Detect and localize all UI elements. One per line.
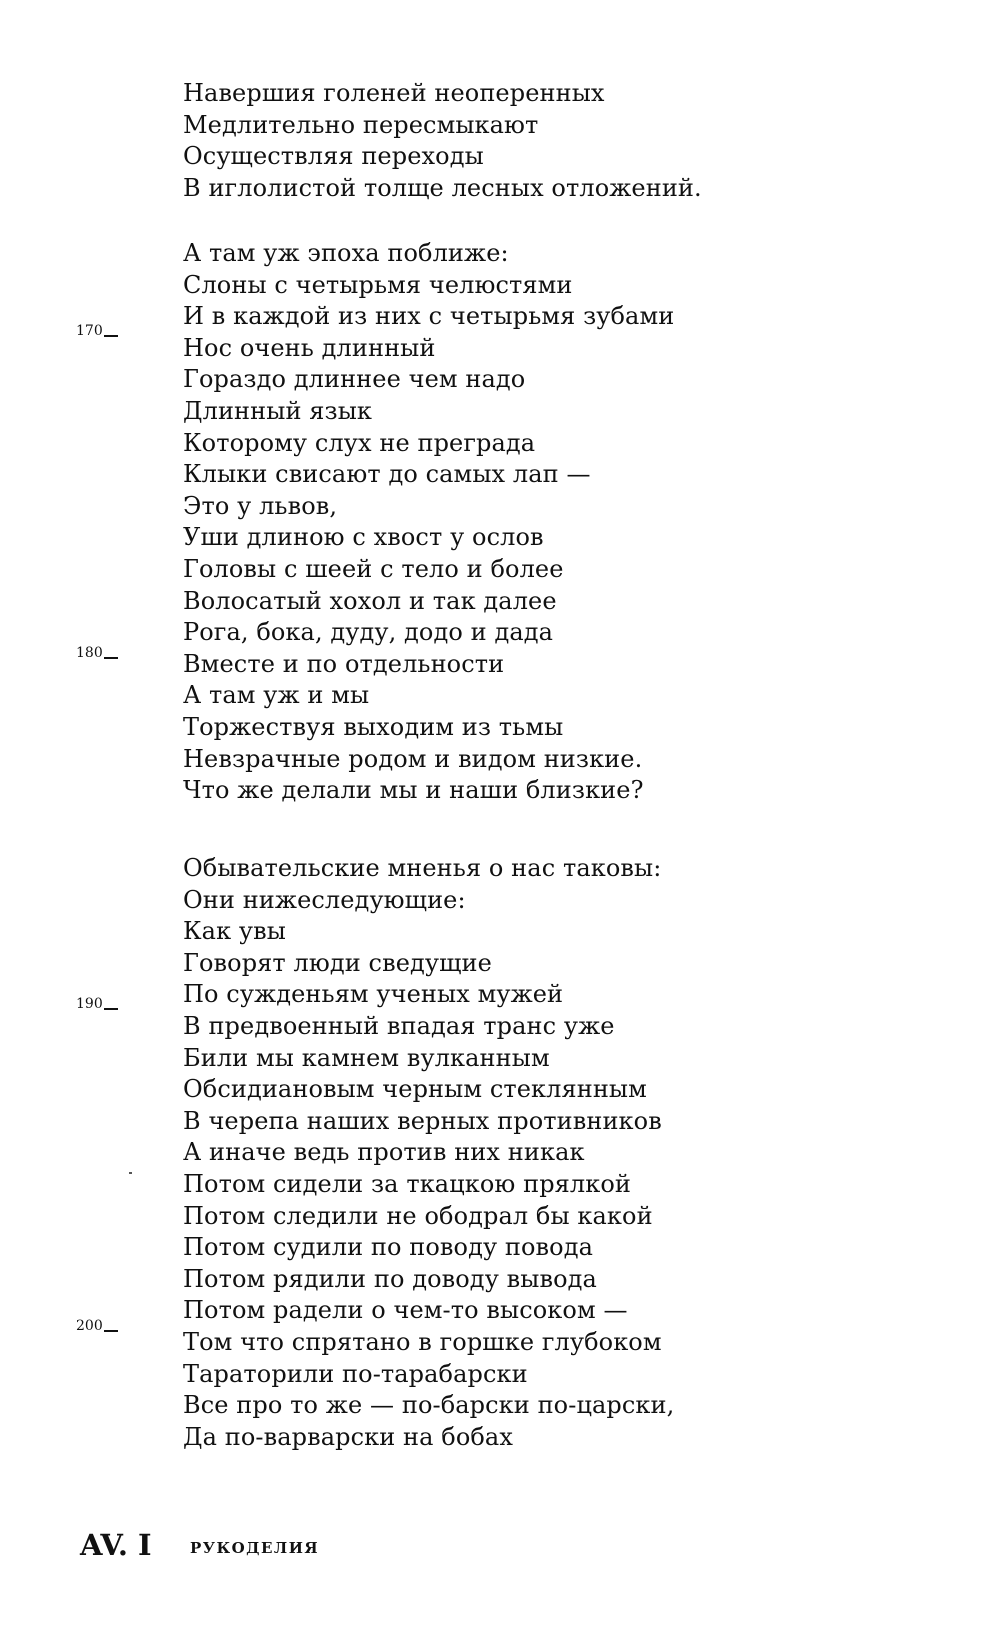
poem-line: Невзрачные родом и видом низкие. — [183, 744, 643, 773]
poem-line: Потом судили по поводу повода — [183, 1233, 594, 1262]
poem-line: Это у львов, — [183, 491, 338, 520]
poem-line: По сужденьям ученых мужей — [183, 980, 564, 1009]
poem-line: Рога, бока, дуду, додо и дада — [183, 618, 554, 647]
poem-line: Потом следили не ободрал бы какой — [183, 1201, 653, 1230]
line-number-marker — [76, 323, 118, 339]
poem-line: Уши длиною с хвост у ослов — [183, 523, 544, 552]
poem-line: Что же делали мы и наши близкие? — [183, 776, 644, 805]
poem-line: Медлительно пересмыкают — [183, 110, 539, 139]
line-number-marker — [76, 1318, 118, 1334]
poem-line: Торжествуя выходим из тьмы — [183, 712, 564, 741]
poem-line: В черепа наших верных противников — [183, 1106, 662, 1135]
stanza-1 — [183, 78, 702, 204]
stanza-3 — [183, 853, 674, 1453]
poem-line: Тараторили по-тарабарски — [183, 1359, 528, 1388]
poem-line: Том что спрятано в горшке глубоком — [183, 1327, 662, 1356]
poem-line: Потом радели о чем-то высоком — — [183, 1296, 628, 1325]
footer-running-title: РУКОДЕЛИЯ — [190, 1539, 320, 1557]
line-number-tick — [104, 1330, 118, 1332]
line-number: 170 — [76, 323, 103, 339]
poem-line: Нос очень длинный — [183, 333, 436, 362]
poem-line: Потом сидели за ткацкою прялкой — [183, 1169, 632, 1198]
stanza-2 — [183, 238, 674, 807]
poem-line: В предвоенный впадая транс уже — [183, 1011, 615, 1040]
poem-line: Осуществляя переходы — [183, 142, 484, 171]
poem-line: Били мы камнем вулканным — [183, 1043, 550, 1072]
poem-line: Они нижеследующие: — [183, 885, 466, 914]
poem-line: И в каждой из них с четырьмя зубами — [183, 302, 675, 331]
poem-line: Которому слух не преграда — [183, 428, 536, 457]
poem-line: Клыки свисают до самых лап — — [183, 460, 591, 489]
footer-section-label: AV. I — [80, 1528, 152, 1562]
poem-line: Навершия голеней неоперенных — [183, 79, 605, 107]
line-number-tick — [104, 657, 118, 659]
poem-line: Потом рядили по доводу вывода — [183, 1264, 597, 1293]
poem-line: Волосатый хохол и так далее — [183, 586, 557, 615]
poem-line: А там уж эпоха поближе: — [183, 239, 509, 267]
poem-line: Длинный язык — [183, 396, 373, 425]
poem-line: Обсидиановым черным стеклянным — [183, 1075, 647, 1104]
line-number: 200 — [76, 1318, 103, 1334]
poem-line: А там уж и мы — [183, 681, 370, 710]
poem-line: Головы с шеей с тело и более — [183, 554, 564, 583]
line-number: 190 — [76, 996, 103, 1012]
poem-line: Да по-варварски на бобах — [183, 1422, 513, 1451]
poem-line: Все про то же — по-барски по-царски, — [183, 1391, 675, 1420]
poem-line: Говорят люди сведущие — [183, 948, 492, 977]
line-number-tick — [104, 1008, 118, 1010]
poem-line: Как увы — [183, 917, 286, 946]
print-speck — [129, 1172, 132, 1174]
poem-line: Вместе и по отдельности — [183, 649, 505, 678]
line-number-tick — [104, 335, 118, 337]
poem-line: А иначе ведь против них никак — [183, 1138, 585, 1167]
line-number: 180 — [76, 645, 103, 661]
line-number-marker — [76, 645, 118, 661]
poem-line: Гораздо длиннее чем надо — [183, 365, 526, 394]
poem-line: Слоны с четырьмя челюстями — [183, 270, 573, 299]
line-number-marker — [76, 996, 118, 1012]
poem-line: Обывательские мненья о нас таковы: — [183, 854, 662, 882]
poem-line: В иглолистой толще лесных отложений. — [183, 173, 702, 202]
